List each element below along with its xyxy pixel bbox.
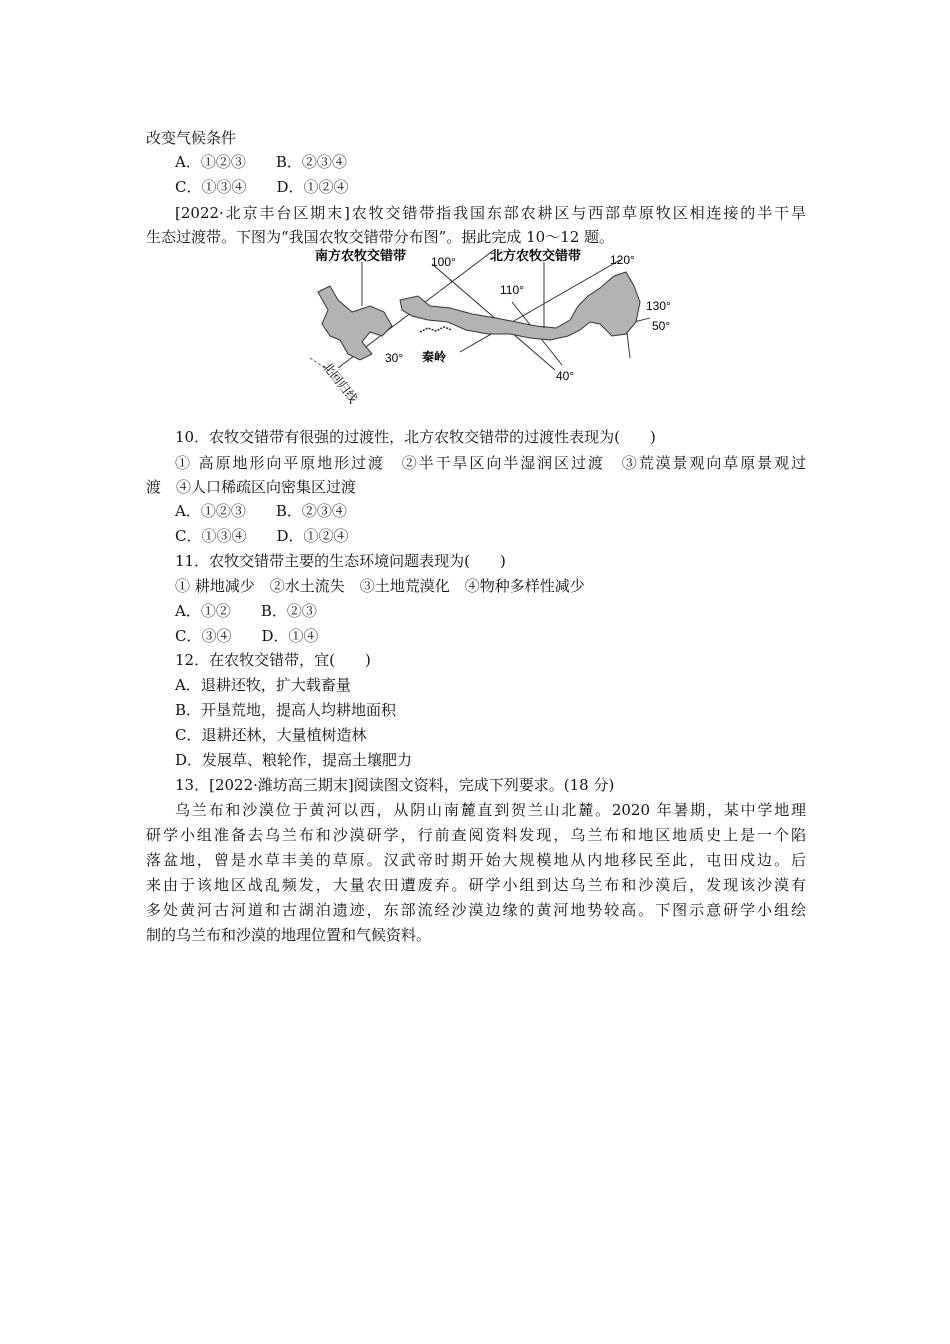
answer-options: A．①②③ B．②③④ [175,502,347,520]
answer-options: C．③④ D．①④ [175,627,319,645]
south-belt-area [318,286,392,360]
agro-pastoral-belt-map [300,240,685,415]
lon100-label: 100° [431,255,456,269]
answer-options: A．①② B．②③ [175,602,317,620]
question-10-statements: ① 高原地形向平原地形过渡 ②半干旱区向半湿润区过渡 ③荒漠景观向草原景观过 [175,454,806,472]
paragraph-line: 乌兰布和沙漠位于黄河以西，从阴山南麓直到贺兰山北麓。2020 年暑期，某中学地理 [175,801,806,819]
north-belt-label: 北方农牧交错带 [490,248,582,263]
section-intro: 生态过渡带。下图为“我国农牧交错带分布图”。据此完成 10～12 题。 [146,228,615,246]
question-12: 12．在农牧交错带，宜( ) [175,651,371,669]
qinling-label: 秦岭 [422,350,447,364]
answer-option: D．发展草、粮轮作，提高土壤肥力 [175,751,413,769]
lon130-label: 130° [646,299,671,313]
paragraph-line: 多处黄河古河道和古湖泊遗迹，东部流经沙漠边缘的黄河地势较高。下图示意研学小组绘 [146,901,806,919]
answer-option: A．退耕还牧，扩大载畜量 [175,676,351,694]
question-13: 13．[2022·潍坊高三期末]阅读图文资料，完成下列要求。(18 分) [175,776,615,794]
lon120-label: 120° [610,253,635,267]
paragraph-line: 研学小组准备去乌兰布和沙漠研学，行前查阅资料发现，乌兰布和地区地质史上是一个陷 [146,826,806,844]
lat30-label: 30° [385,351,404,365]
south-belt-label: 南方农牧交错带 [315,248,407,263]
lat50-label: 50° [652,319,671,333]
question-10: 10．农牧交错带有很强的过渡性，北方农牧交错带的过渡性表现为( ) [175,428,656,446]
paragraph-line: 落盆地，曾是水草丰美的草原。汉武帝时期开始大规模地从内地移民至此，屯田戍边。后 [146,851,806,869]
answer-option: C．退耕还林，大量植树造林 [175,726,367,744]
answer-options: A．①②③ B．②③④ [175,153,347,171]
question-11: 11．农牧交错带主要的生态环境问题表现为( ) [175,552,506,570]
qinling-mark [420,327,452,332]
question-11-statements: ① 耕地减少 ②水土流失 ③土地荒漠化 ④物种多样性减少 [175,577,585,595]
tropic-label: 北回归线 [319,359,361,406]
lat40-label: 40° [556,369,575,383]
lon110-label: 110° [500,283,524,297]
answer-options: C．①③④ D．①②④ [175,527,349,545]
answer-option: B．开垦荒地，提高人均耕地面积 [175,701,397,719]
paragraph-line: 制的乌兰布和沙漠的地理位置和气候资料。 [146,926,432,944]
answer-options: C．①③④ D．①②④ [175,178,349,196]
text-line: 改变气候条件 [146,129,237,147]
paragraph-line: 来由于该地区战乱频发，大量农田遭废弃。研学小组到达乌兰布和沙漠后，发现该沙漠有 [146,876,806,894]
question-10-statements: 渡 ④人口稀疏区向密集区过渡 [146,478,357,496]
section-intro: [2022·北京丰台区期末]农牧交错带指我国东部农耕区与西部草原牧区相连接的半干旱 [175,204,806,222]
